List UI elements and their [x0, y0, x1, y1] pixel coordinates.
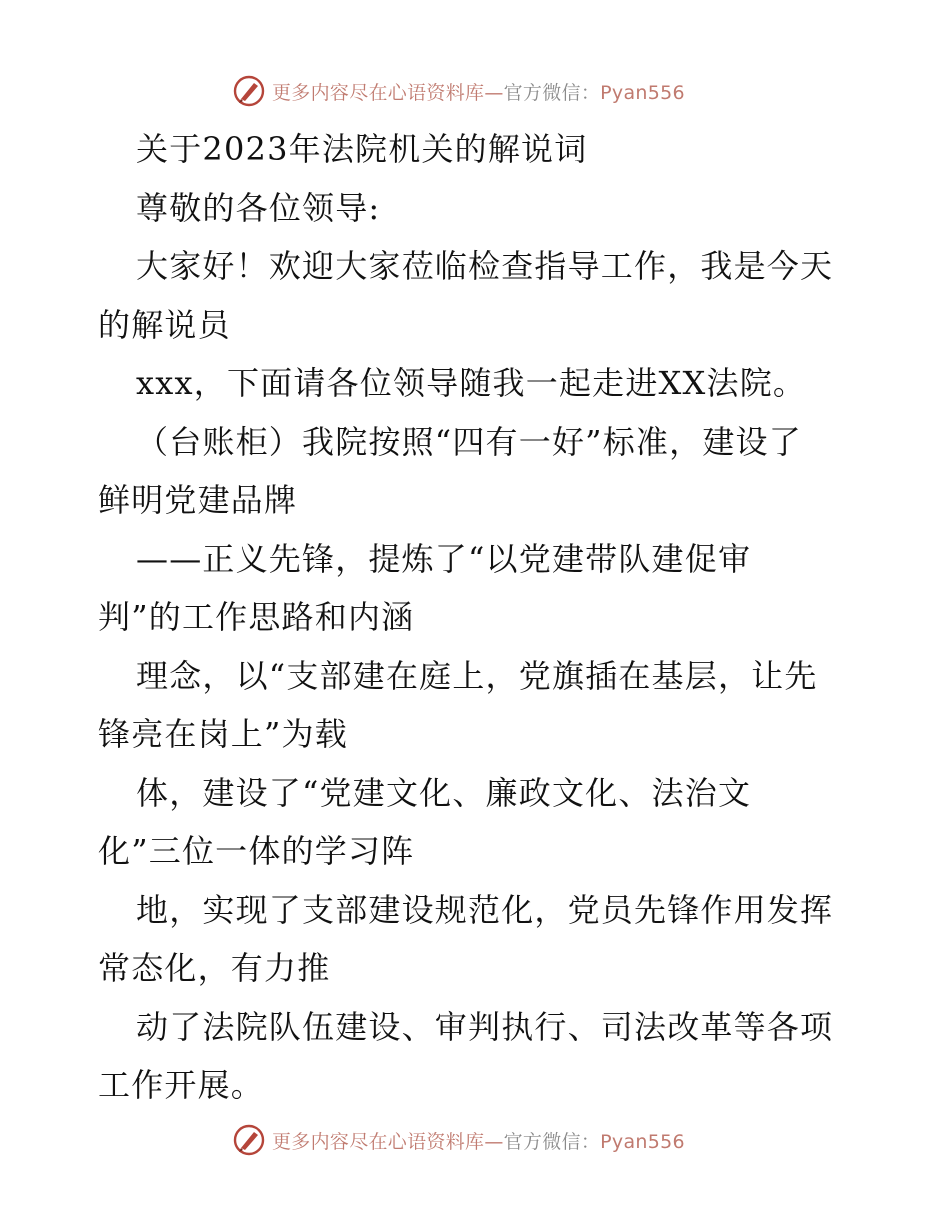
text-line: 化”三位一体的学习阵: [98, 832, 415, 870]
document-title: 关于2023年法院机关的解说词: [136, 130, 588, 168]
watermark-separator: —: [484, 81, 504, 104]
document-body: [98, 120, 858, 1115]
pen-logo-icon: [232, 1123, 266, 1157]
watermark-wechat-id: Pyan556: [600, 81, 685, 104]
watermark-official-label: 官方微信：: [503, 81, 601, 104]
text-line: 动了法院队伍建设、审判执行、司法改革等各项: [136, 1007, 834, 1046]
text-line: 工作开展。: [98, 1066, 265, 1104]
text-line: 大家好！欢迎大家莅临检查指导工作，我是今天: [136, 247, 834, 285]
text-line: xxx，下面请各位领导随我一起走进XX法院。: [136, 364, 807, 402]
watermark-wechat-id: Pyan556: [600, 1130, 685, 1153]
pen-logo-icon: [232, 74, 266, 108]
watermark-footer: [232, 1120, 685, 1160]
text-line: 理念，以“支部建在庭上，党旗插在基层，让先: [136, 656, 818, 695]
watermark-official-label: 官方微信：: [503, 1130, 601, 1153]
greeting-line: 尊敬的各位领导:: [136, 188, 381, 227]
watermark-brand: 更多内容尽在心语资料库: [272, 81, 485, 104]
text-line: （台账柜）我院按照“四有一好”标准，建设了: [136, 422, 802, 461]
text-line: 锋亮在岗上”为载: [98, 715, 348, 753]
text-line: 地，实现了支部建设规范化，党员先锋作用发挥: [136, 890, 834, 929]
watermark-separator: —: [484, 1130, 504, 1153]
watermark-brand: 更多内容尽在心语资料库: [272, 1130, 485, 1153]
text-line: 鲜明党建品牌: [98, 481, 298, 519]
text-line: 体，建设了“党建文化、廉政文化、法治文: [136, 773, 752, 812]
text-line: 常态化，有力推: [98, 949, 331, 987]
text-line: 的解说员: [98, 305, 231, 344]
watermark-header: [232, 71, 685, 111]
text-line: 判”的工作思路和内涵: [98, 598, 415, 636]
text-line: ——正义先锋，提炼了“以党建带队建促审: [136, 539, 752, 578]
